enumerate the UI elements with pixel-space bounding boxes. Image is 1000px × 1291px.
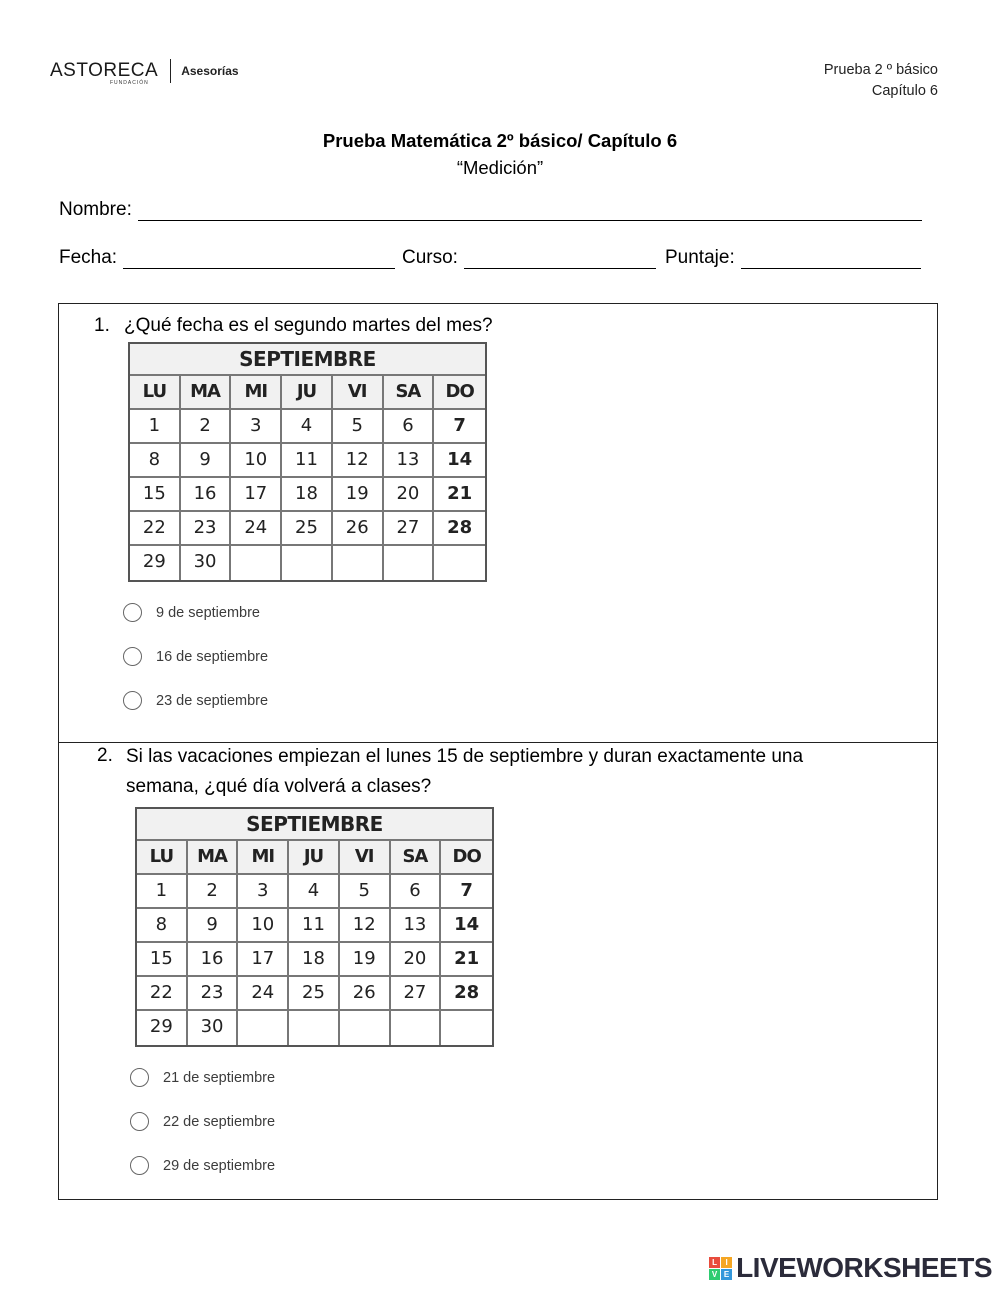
calendar-day-cell: 25 bbox=[289, 977, 340, 1011]
calendar-day-cell: 27 bbox=[391, 977, 442, 1011]
header-test-label: Prueba 2 º básico bbox=[823, 62, 938, 78]
calendar-weekday-header: LU bbox=[130, 376, 181, 410]
calendar-day-cell: 2 bbox=[188, 875, 239, 909]
calendar-day-cell: 4 bbox=[289, 875, 340, 909]
calendar-day-cell: 3 bbox=[238, 875, 289, 909]
calendar-day-cell: 1 bbox=[130, 410, 181, 444]
calendar-weekday-header: LU bbox=[137, 841, 188, 875]
calendar-day-cell: 17 bbox=[231, 478, 282, 512]
calendar-day-cell: 13 bbox=[391, 909, 442, 943]
option-label: 22 de septiembre bbox=[163, 1113, 276, 1130]
calendar-day-cell: 10 bbox=[231, 444, 282, 478]
calendar-day-cell: 6 bbox=[391, 875, 442, 909]
curso-field bbox=[402, 247, 656, 269]
calendar-day-cell: 21 bbox=[434, 478, 485, 512]
calendar-day-cell: 29 bbox=[137, 1011, 188, 1045]
nombre-input-line[interactable] bbox=[138, 202, 922, 221]
calendar-day-cell bbox=[384, 546, 435, 580]
calendar-day-cell: 24 bbox=[231, 512, 282, 546]
fecha-input-line[interactable] bbox=[123, 250, 395, 269]
question-2-text-line-2: semana, ¿qué día volverá a clases? bbox=[126, 776, 432, 797]
calendar-day-cell: 28 bbox=[441, 977, 492, 1011]
calendar-day-cell: 15 bbox=[137, 943, 188, 977]
calendar-day-cell: 14 bbox=[441, 909, 492, 943]
q2-option-2[interactable] bbox=[130, 1112, 275, 1131]
calendar-day-cell: 26 bbox=[340, 977, 391, 1011]
curso-input-line[interactable] bbox=[464, 250, 656, 269]
calendar-day-cell: 9 bbox=[188, 909, 239, 943]
curso-label: Curso: bbox=[402, 247, 458, 268]
fecha-field bbox=[59, 247, 395, 269]
calendar-day-cell: 2 bbox=[181, 410, 232, 444]
calendar-day-cell bbox=[231, 546, 282, 580]
calendar-day-cell: 5 bbox=[340, 875, 391, 909]
option-label: 21 de septiembre bbox=[163, 1069, 276, 1086]
radio-button[interactable] bbox=[123, 647, 142, 666]
q1-option-1[interactable] bbox=[123, 603, 260, 622]
calendar-day-cell: 11 bbox=[289, 909, 340, 943]
option-label: 9 de septiembre bbox=[156, 604, 260, 621]
puntaje-input-line[interactable] bbox=[741, 250, 921, 269]
calendar-day-cell: 18 bbox=[282, 478, 333, 512]
radio-button[interactable] bbox=[123, 691, 142, 710]
calendar-day-cell bbox=[391, 1011, 442, 1045]
calendar-day-cell: 6 bbox=[384, 410, 435, 444]
calendar-day-cell: 7 bbox=[434, 410, 485, 444]
header-chapter-label: Capítulo 6 bbox=[871, 83, 938, 99]
calendar-day-cell: 16 bbox=[181, 478, 232, 512]
page-title: Prueba Matemática 2º básico/ Capítulo 6 bbox=[322, 130, 678, 151]
calendar-day-cell: 28 bbox=[434, 512, 485, 546]
calendar-day-cell: 1 bbox=[137, 875, 188, 909]
calendar-weekday-header: MA bbox=[181, 376, 232, 410]
nombre-label: Nombre: bbox=[59, 199, 132, 220]
calendar-day-cell: 22 bbox=[137, 977, 188, 1011]
question-1-number: 1. bbox=[94, 315, 110, 336]
option-label: 23 de septiembre bbox=[156, 692, 269, 709]
liveworksheets-logo-icon bbox=[709, 1257, 732, 1280]
calendar-day-cell: 26 bbox=[333, 512, 384, 546]
page-subtitle: “Medición” bbox=[456, 157, 544, 178]
fecha-label: Fecha: bbox=[59, 247, 118, 268]
option-label: 16 de septiembre bbox=[156, 648, 269, 665]
calendar-weekday-header: VI bbox=[333, 376, 384, 410]
calendar-day-cell: 10 bbox=[238, 909, 289, 943]
calendar-weekday-header: JU bbox=[282, 376, 333, 410]
calendar-day-cell: 4 bbox=[282, 410, 333, 444]
calendar-weekday-header: SA bbox=[391, 841, 442, 875]
astoreca-logo bbox=[50, 58, 239, 84]
logo-tile: I bbox=[721, 1257, 732, 1268]
question-2-text-line-1: Si las vacaciones empiezan el lunes 15 de septiembre y duran exactamente una bbox=[126, 746, 804, 767]
calendar-day-cell: 21 bbox=[441, 943, 492, 977]
q1-option-2[interactable] bbox=[123, 647, 268, 666]
calendar-weekday-header: MA bbox=[188, 841, 239, 875]
calendar-month: SEPTIEMBRE bbox=[137, 809, 492, 841]
calendar-day-cell: 14 bbox=[434, 444, 485, 478]
calendar-day-cell: 20 bbox=[384, 478, 435, 512]
calendar-day-cell: 20 bbox=[391, 943, 442, 977]
radio-button[interactable] bbox=[130, 1156, 149, 1175]
calendar-day-cell: 23 bbox=[188, 977, 239, 1011]
calendar-day-cell: 12 bbox=[340, 909, 391, 943]
calendar-day-cell: 17 bbox=[238, 943, 289, 977]
puntaje-field bbox=[665, 247, 921, 269]
calendar-grid bbox=[130, 376, 485, 580]
calendar-day-cell: 25 bbox=[282, 512, 333, 546]
header-info bbox=[824, 60, 938, 102]
q1-option-3[interactable] bbox=[123, 691, 268, 710]
calendar-day-cell: 11 bbox=[282, 444, 333, 478]
calendar-weekday-header: MI bbox=[231, 376, 282, 410]
calendar-grid bbox=[137, 841, 492, 1045]
radio-button[interactable] bbox=[130, 1112, 149, 1131]
calendar-day-cell bbox=[289, 1011, 340, 1045]
calendar-day-cell: 22 bbox=[130, 512, 181, 546]
calendar-day-cell: 30 bbox=[181, 546, 232, 580]
calendar-day-cell: 29 bbox=[130, 546, 181, 580]
calendar-day-cell: 19 bbox=[340, 943, 391, 977]
logo-tile: L bbox=[709, 1257, 720, 1268]
logo-tile: E bbox=[721, 1269, 732, 1280]
calendar-day-cell: 8 bbox=[137, 909, 188, 943]
calendar-day-cell bbox=[238, 1011, 289, 1045]
q2-option-3[interactable] bbox=[130, 1156, 275, 1175]
calendar-day-cell bbox=[441, 1011, 492, 1045]
calendar-weekday-header: VI bbox=[340, 841, 391, 875]
logo-tile: V bbox=[709, 1269, 720, 1280]
liveworksheets-brand bbox=[709, 1252, 992, 1284]
calendar-month: SEPTIEMBRE bbox=[130, 344, 485, 376]
nombre-field bbox=[59, 199, 922, 221]
calendar-weekday-header: JU bbox=[289, 841, 340, 875]
calendar-day-cell bbox=[340, 1011, 391, 1045]
calendar-day-cell: 9 bbox=[181, 444, 232, 478]
calendar-day-cell: 24 bbox=[238, 977, 289, 1011]
calendar-day-cell: 18 bbox=[289, 943, 340, 977]
logo-subtext: FUNDACIÓN bbox=[110, 80, 149, 86]
question-1-text: ¿Qué fecha es el segundo martes del mes? bbox=[124, 315, 493, 336]
calendar-day-cell: 3 bbox=[231, 410, 282, 444]
option-label: 29 de septiembre bbox=[163, 1157, 276, 1174]
question-2-number: 2. bbox=[97, 745, 113, 766]
calendar-weekday-header: SA bbox=[384, 376, 435, 410]
logo-text: ASTORECA bbox=[50, 60, 159, 81]
calendar-weekday-header: DO bbox=[441, 841, 492, 875]
calendar-2 bbox=[135, 807, 494, 1047]
q2-option-1[interactable] bbox=[130, 1068, 275, 1087]
logo-divider bbox=[170, 59, 171, 83]
liveworksheets-wordmark: LIVEWORKSHEETS bbox=[736, 1252, 992, 1283]
calendar-day-cell bbox=[333, 546, 384, 580]
calendar-day-cell bbox=[282, 546, 333, 580]
radio-button[interactable] bbox=[123, 603, 142, 622]
calendar-day-cell: 19 bbox=[333, 478, 384, 512]
puntaje-label: Puntaje: bbox=[665, 247, 735, 268]
calendar-day-cell: 7 bbox=[441, 875, 492, 909]
calendar-day-cell: 23 bbox=[181, 512, 232, 546]
calendar-weekday-header: DO bbox=[434, 376, 485, 410]
logo-wordmark bbox=[50, 60, 159, 86]
calendar-day-cell: 27 bbox=[384, 512, 435, 546]
calendar-weekday-header: MI bbox=[238, 841, 289, 875]
calendar-1 bbox=[128, 342, 487, 582]
calendar-day-cell: 16 bbox=[188, 943, 239, 977]
calendar-day-cell bbox=[434, 546, 485, 580]
calendar-day-cell: 5 bbox=[333, 410, 384, 444]
calendar-day-cell: 13 bbox=[384, 444, 435, 478]
radio-button[interactable] bbox=[130, 1068, 149, 1087]
calendar-day-cell: 30 bbox=[188, 1011, 239, 1045]
calendar-day-cell: 12 bbox=[333, 444, 384, 478]
calendar-day-cell: 15 bbox=[130, 478, 181, 512]
calendar-day-cell: 8 bbox=[130, 444, 181, 478]
logo-side-text: Asesorías bbox=[181, 64, 239, 78]
